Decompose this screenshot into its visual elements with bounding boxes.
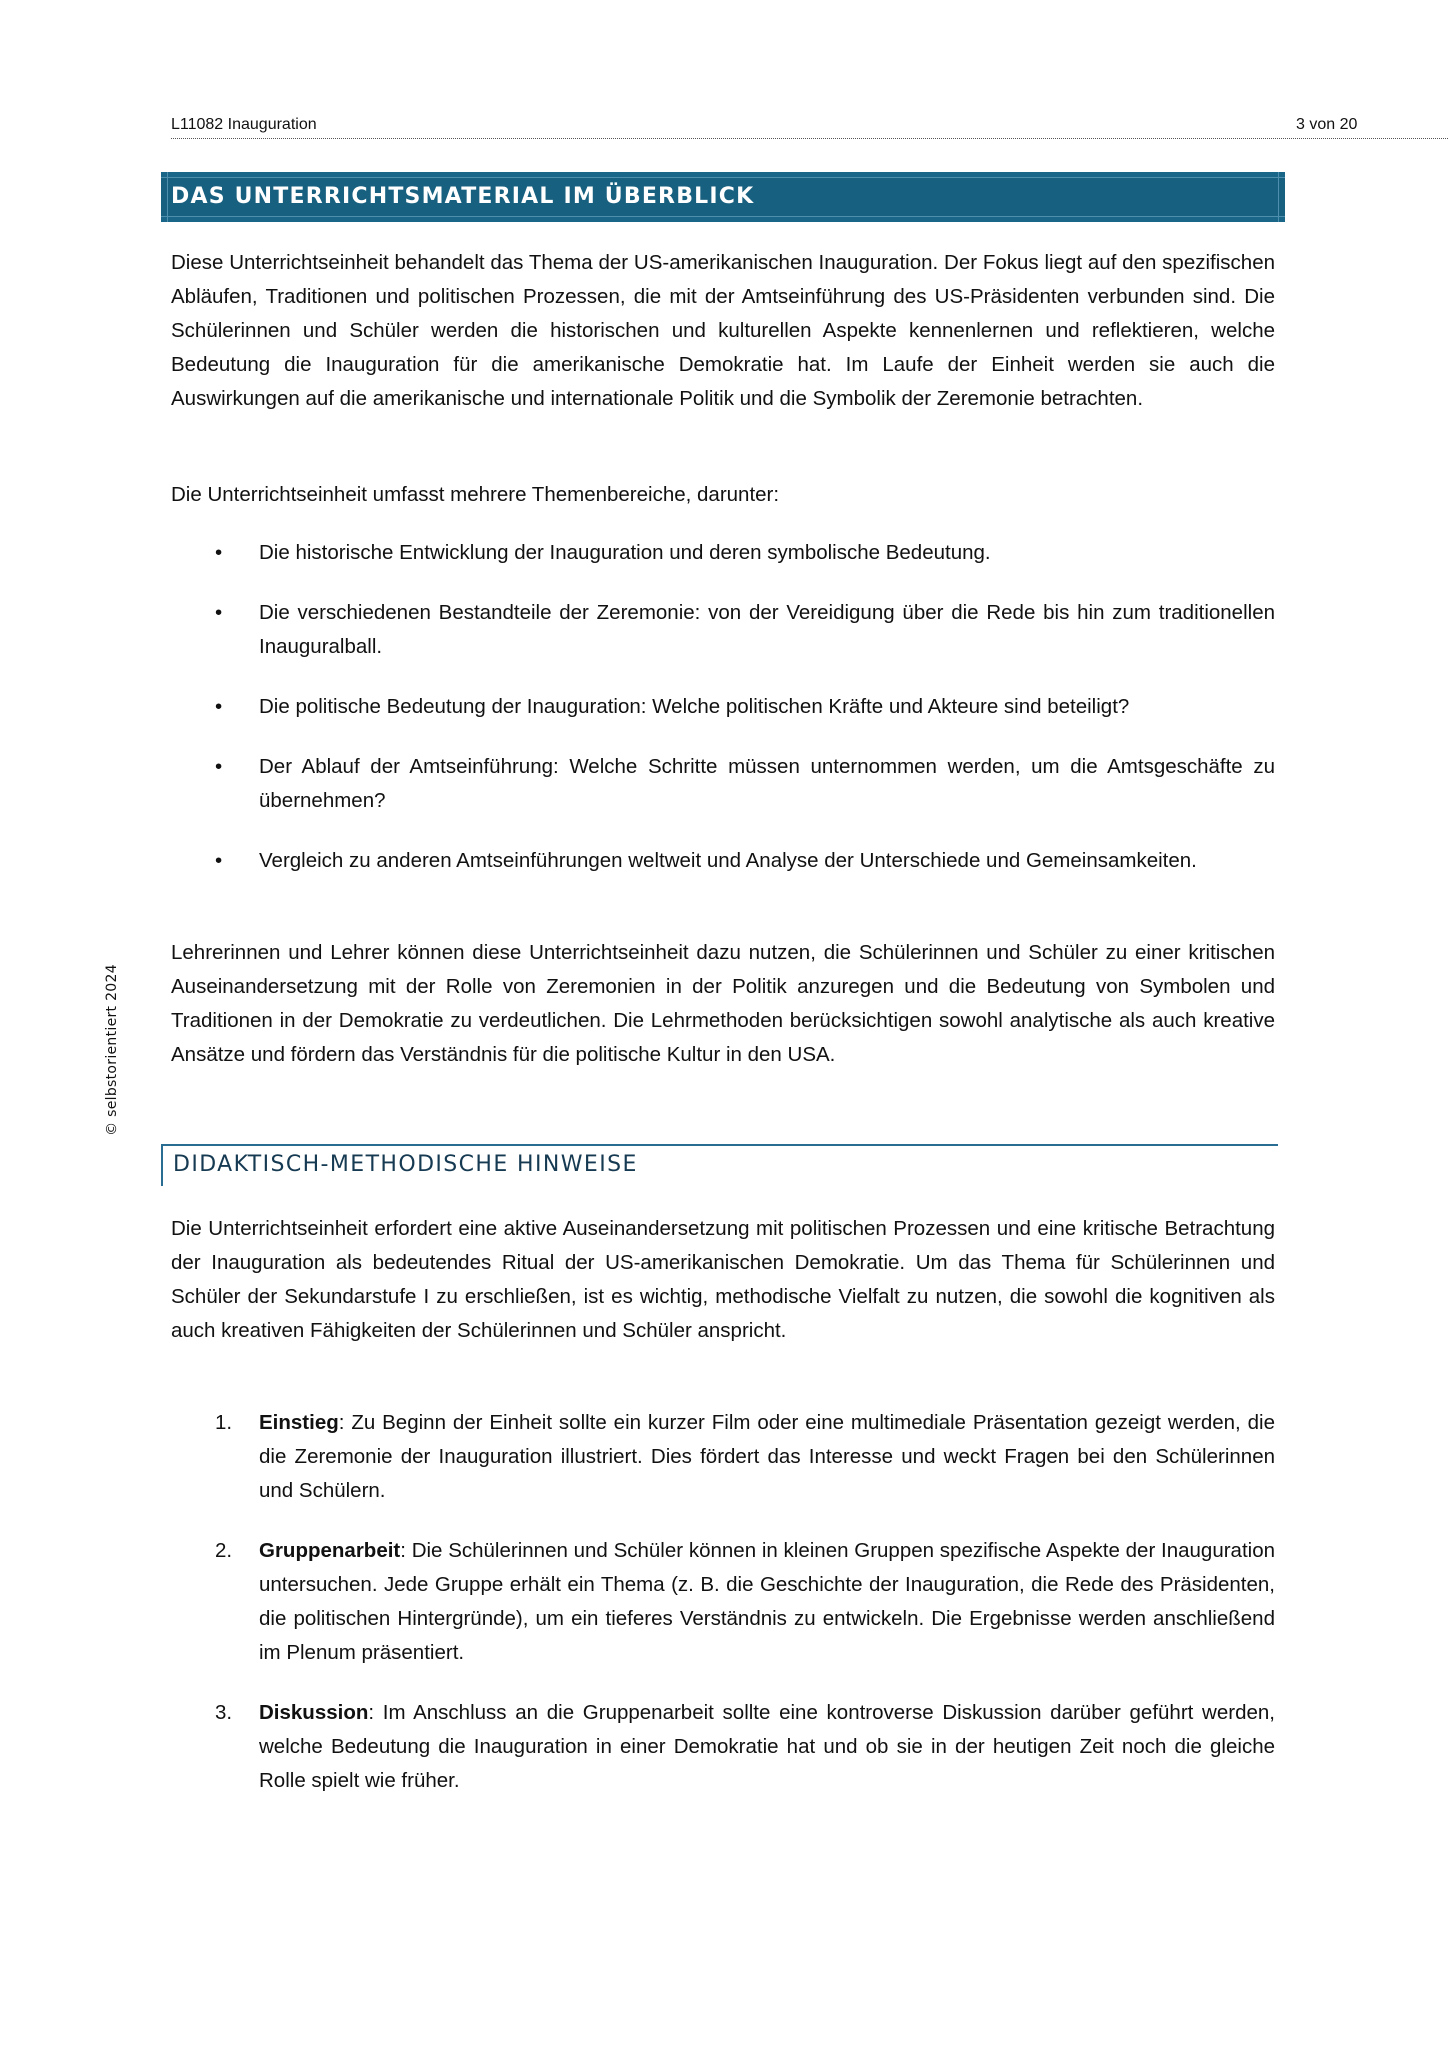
list-item xyxy=(171,750,1275,818)
method-steps-list xyxy=(171,1406,1275,1824)
list-item-text: Die historische Entwicklung der Inauguration und deren symbolische Bedeutung. xyxy=(259,541,991,564)
bullet-icon: • xyxy=(215,695,223,718)
section-heading-didactic xyxy=(161,1144,1278,1186)
topics-bullet-list xyxy=(171,536,1275,904)
step-text: : Im Anschluss an die Gruppenarbeit sollte eine kontroverse Diskussion darüber geführt werden, welche Bedeutung die Inauguration in einer Demokratie hat und ob sie in der heutigen Zeit noch die gleiche Rolle spielt wie früher. xyxy=(259,1701,1275,1792)
section-title-overview: DAS UNTERRICHTSMATERIAL IM ÜBERBLICK xyxy=(171,184,755,209)
paragraph-text: Lehrerinnen und Lehrer können diese Unterrichtseinheit dazu nutzen, die Schülerinnen und Schüler zu einer kritischen Auseinandersetzung mit der Rolle von Zeremonien in der Politik anzuregen und die Bedeutung von Symbolen und Traditionen in der Demokratie zu verdeutlichen. Die Lehrmethoden berücksichtigen sowohl analytische als auch kreative Ansätze und fördern das Verständnis für die politische Kultur in den USA. xyxy=(171,941,1275,1066)
bullet-icon: • xyxy=(215,755,223,778)
teacher-paragraph xyxy=(171,936,1275,1072)
didactic-intro-paragraph xyxy=(171,1212,1275,1348)
paragraph-text: Die Unterrichtseinheit erfordert eine aktive Auseinandersetzung mit politischen Prozessen und eine kritische Betrachtung der Inauguration als bedeutendes Ritual der US-amerikanischen Demokratie. Um das Thema für Schülerinnen und Schüler der Sekundarstufe I zu erschließen, ist es wichtig, methodische Vielfalt zu nutzen, die sowohl die kognitiven als auch kreativen Fähigkeiten der Schülerinnen und Schüler anspricht. xyxy=(171,1217,1275,1342)
overview-intro-paragraph xyxy=(171,246,1275,416)
topics-intro xyxy=(171,478,1275,512)
bullet-icon: • xyxy=(215,541,223,564)
paragraph-text: Diese Unterrichtseinheit behandelt das Thema der US-amerikanischen Inauguration. Der Fokus liegt auf den spezifischen Abläufen, Traditionen und politischen Prozessen, die mit der Amtseinführung des US-Präsidenten verbunden sind. Die Schülerinnen und Schüler werden die historischen und kulturellen Aspekte kennenlernen und reflektieren, welche Bedeutung die Inauguration für die amerikanische Demokratie hat. Im Laufe der Einheit werden sie auch die Auswirkungen auf die amerikanische und internationale Politik und die Symbolik der Zeremonie betrachten. xyxy=(171,251,1275,410)
list-item xyxy=(171,1534,1275,1670)
list-item xyxy=(171,844,1275,878)
copyright-notice: © selbstorientiert 2024 xyxy=(104,964,120,1136)
step-number: 1. xyxy=(215,1411,233,1434)
page-header xyxy=(171,114,1448,139)
list-item xyxy=(171,596,1275,664)
document-title: L11082 Inauguration xyxy=(171,116,317,133)
step-text: : Zu Beginn der Einheit sollte ein kurzer Film oder eine multimediale Präsentation gezeigt werden, die die Zeremonie der Inauguration illustriert. Dies fördert das Interesse und weckt Fragen bei den Schülerinnen und Schülern. xyxy=(259,1411,1275,1502)
bullet-icon: • xyxy=(215,849,223,872)
bullet-icon: • xyxy=(215,601,223,624)
list-item xyxy=(171,1406,1275,1508)
section-title-didactic: DIDAKTISCH-METHODISCHE HINWEISE xyxy=(173,1152,638,1177)
list-item-text: Die politische Bedeutung der Inauguration: Welche politischen Kräfte und Akteure sind beteiligt? xyxy=(259,695,1130,718)
step-term: Einstieg xyxy=(259,1411,339,1434)
page-number: 3 von 20 xyxy=(1296,116,1358,133)
list-item xyxy=(171,1696,1275,1798)
list-item-text: Die verschiedenen Bestandteile der Zeremonie: von der Vereidigung über die Rede bis hin zum traditionellen Inauguralball. xyxy=(259,601,1275,658)
list-item xyxy=(171,536,1275,570)
list-item-text: Vergleich zu anderen Amtseinführungen weltweit und Analyse der Unterschiede und Gemeinsamkeiten. xyxy=(259,849,1197,872)
list-item-text: Der Ablauf der Amtseinführung: Welche Schritte müssen unternommen werden, um die Amtsgeschäfte zu übernehmen? xyxy=(259,755,1275,812)
step-number: 2. xyxy=(215,1539,233,1562)
section-banner-overview xyxy=(161,172,1285,222)
paragraph-text: Die Unterrichtseinheit umfasst mehrere Themenbereiche, darunter: xyxy=(171,483,780,506)
step-term: Gruppenarbeit xyxy=(259,1539,401,1562)
step-text: : Die Schülerinnen und Schüler können in kleinen Gruppen spezifische Aspekte der Inauguration untersuchen. Jede Gruppe erhält ein Thema (z. B. die Geschichte der Inauguration, die Rede des Präsidenten, die politischen Hintergründe), um ein tieferes Verständnis zu entwickeln. Die Ergebnisse werden anschließend im Plenum präsentiert. xyxy=(259,1539,1275,1664)
step-number: 3. xyxy=(215,1701,233,1724)
step-term: Diskussion xyxy=(259,1701,369,1724)
list-item xyxy=(171,690,1275,724)
